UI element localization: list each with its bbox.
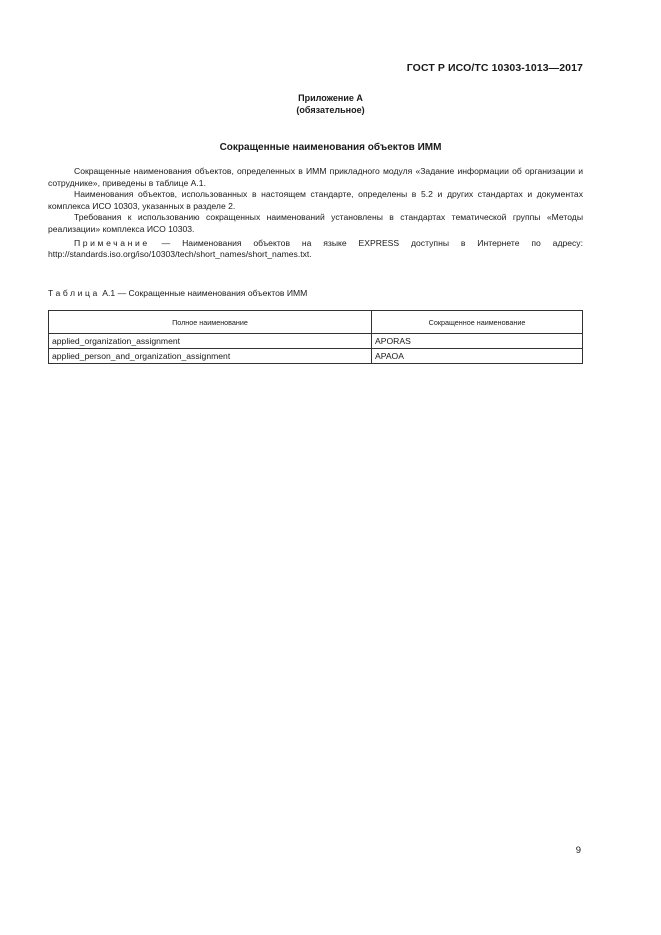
table-header-row xyxy=(49,311,583,334)
column-header-full-name: Полное наименование xyxy=(49,311,372,334)
document-code: ГОСТ Р ИСО/ТС 10303-1013—2017 xyxy=(406,62,583,74)
table-cell-short-name: APAOA xyxy=(372,349,583,364)
note-paragraph xyxy=(48,238,583,261)
table-caption xyxy=(48,288,307,298)
annex-title: Приложение А xyxy=(298,93,363,103)
annex-heading xyxy=(0,92,661,116)
annex-status: (обязательное) xyxy=(296,105,365,115)
short-names-table xyxy=(48,310,583,364)
section-title: Сокращенные наименования объектов ИММ xyxy=(219,142,442,153)
paragraph: Требования к использованию сокращенных наименований установлены в стандартах тематической группы «Методы реализации» комплекса ИСО 10303. xyxy=(48,212,583,234)
table-cell-short-name: APORAS xyxy=(372,334,583,349)
paragraph: Сокращенные наименования объектов, определенных в ИММ прикладного модуля «Задание информации об организации и сотруднике», приведены в таблице А.1. xyxy=(48,166,583,188)
table-row xyxy=(49,334,583,349)
table-row xyxy=(49,349,583,364)
note-text: — Наименования объектов на языке EXPRESS доступны в Интернете по адресу: http://standards.iso.org/iso/10303/tech/short_names/short_names.txt. xyxy=(48,237,583,260)
table-cell-full-name: applied_organization_assignment xyxy=(49,334,372,349)
paragraph: Наименования объектов, использованных в настоящем стандарте, определены в 5.2 и других стандартах и документах комплекса ИСО 10303, указанных в разделе 2. xyxy=(48,189,583,211)
page-number: 9 xyxy=(575,845,581,856)
table-caption-text: А.1 — Сокращенные наименования объектов ИММ xyxy=(99,288,308,298)
body-text xyxy=(48,166,583,261)
table-cell-full-name: applied_person_and_organization_assignment xyxy=(49,349,372,364)
note-label: Примечание xyxy=(74,237,150,248)
table-caption-label: Таблица xyxy=(48,288,100,298)
column-header-short-name: Сокращенное наименование xyxy=(372,311,583,334)
